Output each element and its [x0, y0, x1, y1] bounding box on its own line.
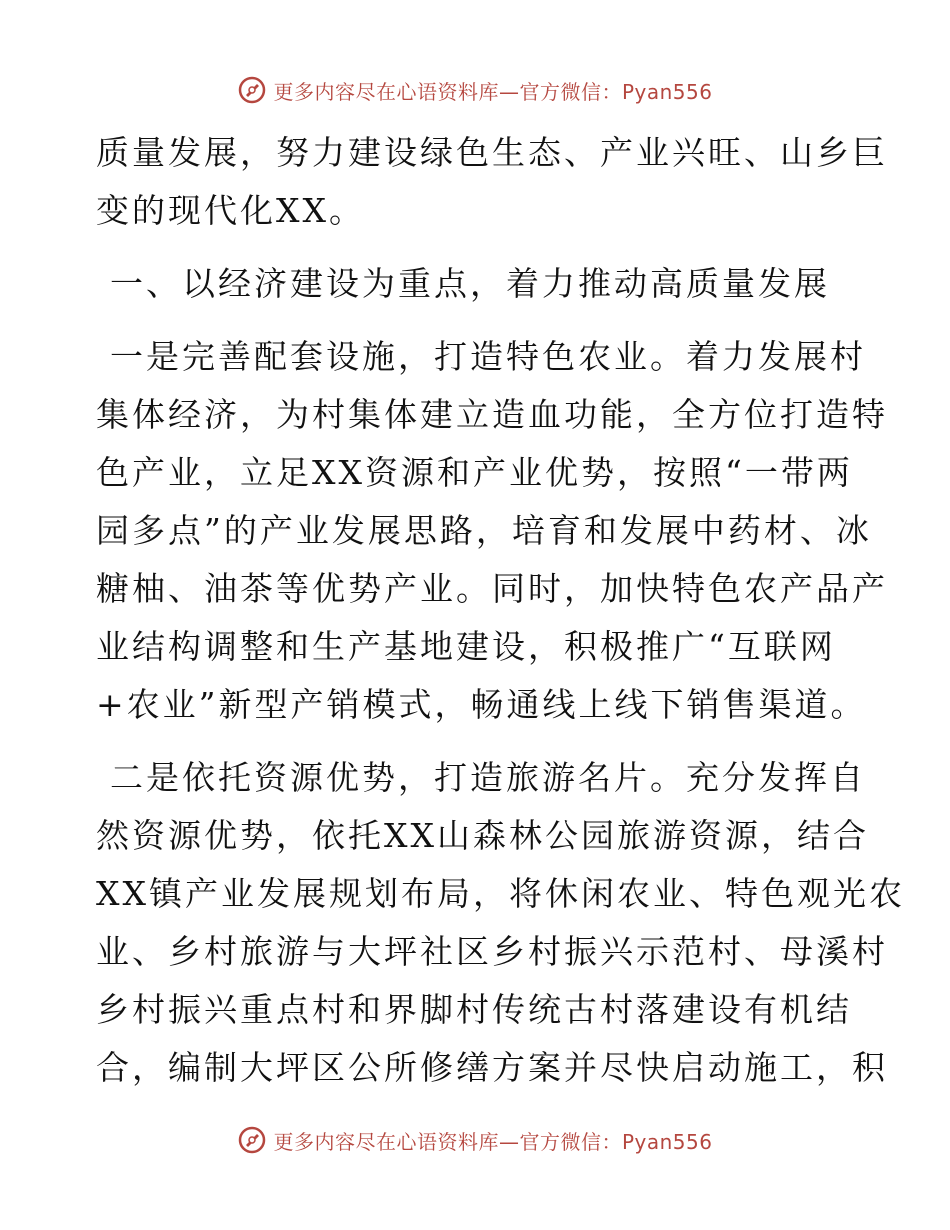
text-line: 业、乡村旅游与大坪社区乡村振兴示范村、母溪村: [96, 932, 888, 971]
text-line: 一、以经济建设为重点，着力推动高质量发展: [110, 264, 830, 303]
paragraph: [96, 124, 888, 240]
text-line: 乡村振兴重点村和界脚村传统古村落建设有机结: [96, 990, 852, 1029]
section-heading: [96, 255, 856, 313]
text-line: 合，编制大坪区公所修缮方案并尽快启动施工，积: [96, 1048, 888, 1087]
text-line: 变的现代化XX。: [96, 191, 365, 230]
text-line: 然资源优势，依托XX山森林公园旅游资源，结合: [96, 816, 869, 855]
paragraph: [96, 749, 905, 1097]
text-line: 业结构调整和生产基地建设，积极推广“互联网: [96, 627, 836, 666]
text-line: 一是完善配套设施，打造特色农业。着力发展村: [110, 337, 866, 376]
text-line: 色产业，立足XX资源和产业优势，按照“一带两: [96, 453, 853, 492]
text-line: 二是依托资源优势，打造旅游名片。充分发挥自: [110, 758, 866, 797]
text-line: XX镇产业发展规划布局，将休闲农业、特色观光农: [96, 874, 905, 913]
text-line: +农业”新型产销模式，畅通线上线下销售渠道。: [96, 685, 867, 724]
text-line: 集体经济，为村集体建立造血功能，全方位打造特: [96, 395, 888, 434]
watermark-text: 更多内容尽在心语资料库—官方微信：Pyan556: [273, 1129, 713, 1154]
text-line: 糖柚、油茶等优势产业。同时，加快特色农产品产: [96, 569, 888, 608]
paragraph: [96, 328, 888, 734]
document-body: [96, 124, 905, 1097]
brand-logo-icon: [237, 1125, 267, 1155]
text-line: 园多点”的产业发展思路，培育和发展中药材、冰: [96, 511, 872, 550]
brand-logo-icon: [237, 75, 267, 105]
footer-watermark: [0, 1122, 950, 1158]
text-line: 质量发展，努力建设绿色生态、产业兴旺、山乡巨: [96, 133, 888, 172]
watermark-text: 更多内容尽在心语资料库—官方微信：Pyan556: [273, 79, 713, 104]
header-watermark: [0, 72, 950, 108]
